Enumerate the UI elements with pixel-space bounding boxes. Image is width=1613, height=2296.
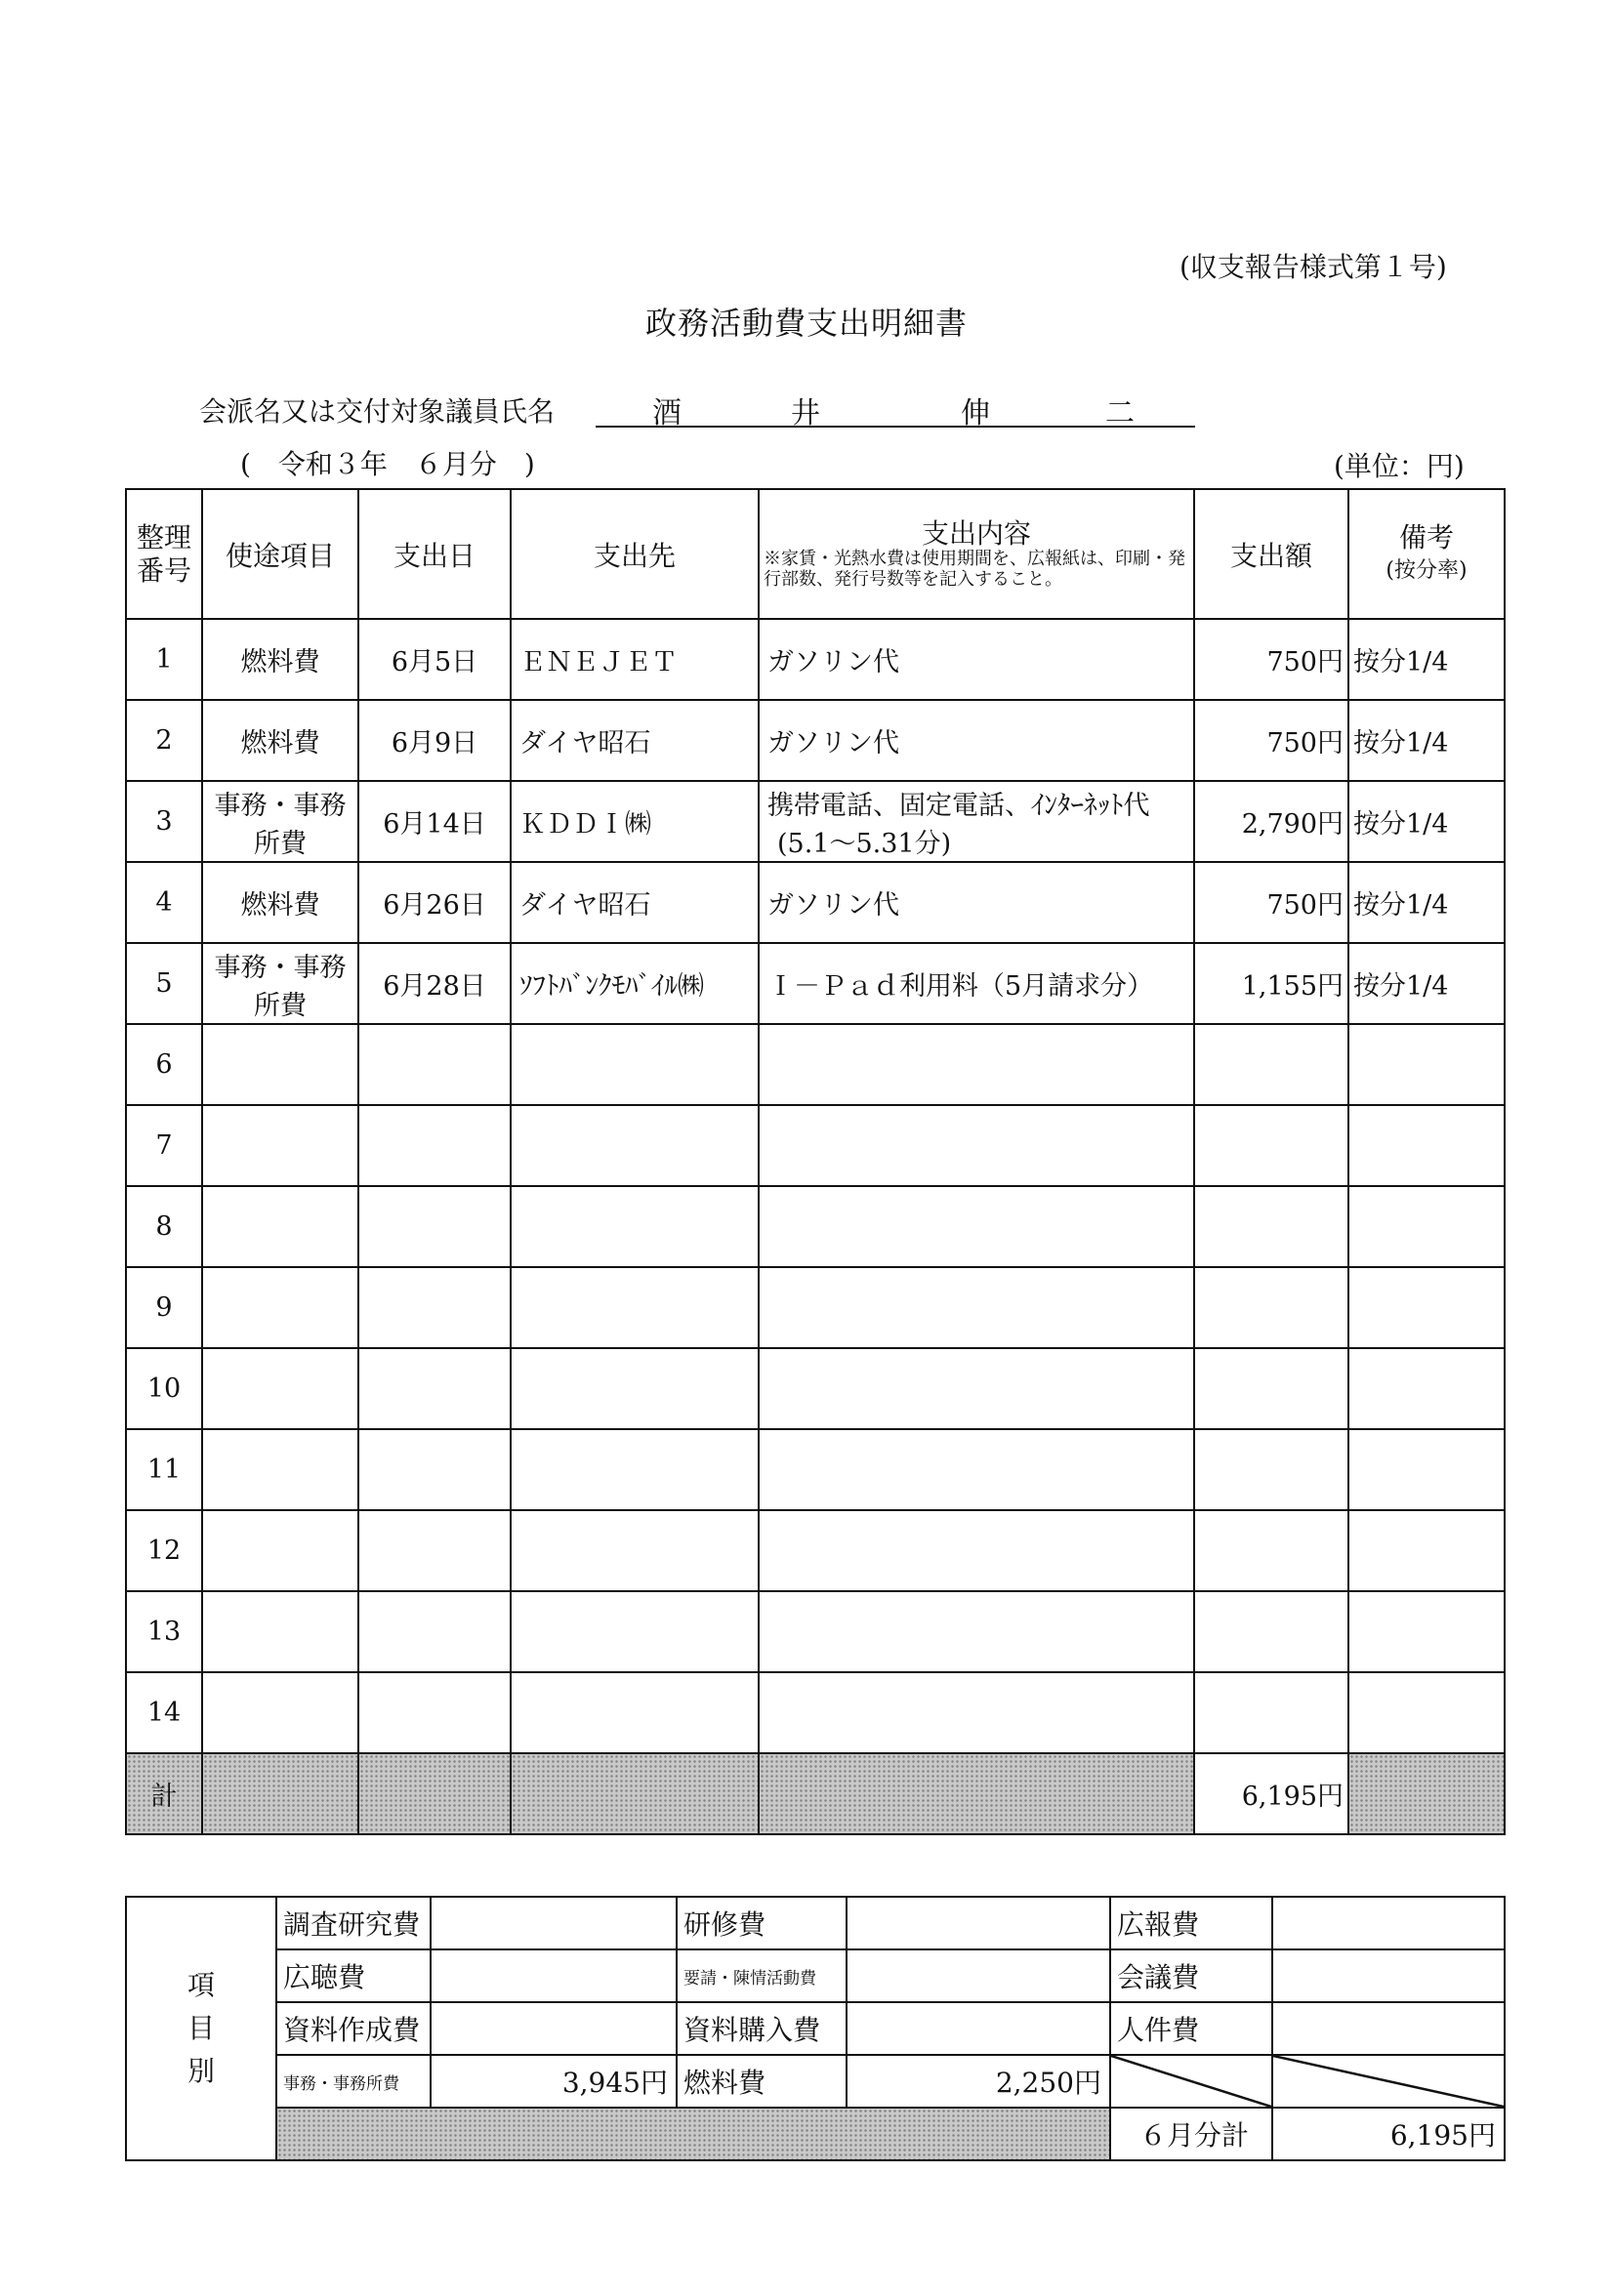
row-desc: ガソリン代 [759,862,1194,943]
category-label: 広報費 [1110,1897,1272,1949]
row-payee [511,1105,759,1186]
row-payee: ダイヤ昭石 [511,700,759,781]
table-row [126,619,1505,700]
row-no: 10 [126,1348,202,1429]
month-total-value: 6,195円 [1272,2108,1505,2160]
row-amount: 1,155円 [1194,943,1348,1024]
summary-row [126,2108,1505,2160]
table-row [126,700,1505,781]
row-payee [511,1672,759,1753]
name-char: 二 [1105,396,1135,430]
col-header-amount: 支出額 [1194,489,1348,619]
row-note: 按分1/4 [1348,700,1505,781]
table-row [126,862,1505,943]
row-payee [511,1186,759,1267]
document-title: 政務活動費支出明細書 [644,305,968,342]
row-payee: ＥＮＥＪＥＴ [511,619,759,700]
table-row [126,1348,1505,1429]
row-note: 按分1/4 [1348,862,1505,943]
category-value [431,1949,677,2002]
month-total-label: ６月分計 [1110,2108,1272,2160]
row-amount: 750円 [1194,700,1348,781]
row-payee [511,1267,759,1348]
row-no: 7 [126,1105,202,1186]
col-header-note-sub: (按分率) [1386,557,1468,583]
table-row [126,1186,1505,1267]
table-row [126,1024,1505,1105]
category-label: 広聴費 [276,1949,431,2002]
row-note [1348,1429,1505,1510]
row-use [202,1672,358,1753]
row-desc [759,1267,1194,1348]
row-payee [511,1429,759,1510]
name-char: 井 [791,396,820,430]
row-desc [759,1429,1194,1510]
row-date: 6月14日 [358,781,511,862]
row-amount [1194,1429,1348,1510]
crossed-out-cell [1110,2055,1272,2108]
category-label: 会議費 [1110,1949,1272,2002]
row-date: 6月26日 [358,862,511,943]
unit-label: (単位：円) [1334,450,1465,482]
summary-row [126,1897,1505,1949]
category-value [1272,2002,1505,2055]
row-note [1348,1510,1505,1591]
category-value [1272,1897,1505,1949]
summary-row [126,2055,1505,2108]
table-row [126,1429,1505,1510]
row-no: 3 [126,781,202,862]
row-use [202,1591,358,1672]
row-amount [1194,1186,1348,1267]
category-value [431,1897,677,1949]
name-label: 会派名又は交付対象議員氏名 [199,395,556,428]
row-use: 燃料費 [202,862,358,943]
row-desc-line: 携帯電話、固定電話、ｲﾝﾀｰﾈｯﾄ代 [767,790,1150,821]
row-amount: 750円 [1194,862,1348,943]
row-use [202,1105,358,1186]
row-no: 5 [126,943,202,1024]
row-amount [1194,1672,1348,1753]
row-date [358,1510,511,1591]
category-value: 2,250円 [847,2055,1110,2108]
row-note [1348,1105,1505,1186]
col-header-no-line: 番号 [136,554,191,587]
row-amount: 750円 [1194,619,1348,700]
category-summary-table [125,1896,1506,2161]
row-date [358,1348,511,1429]
summary-row [126,2002,1505,2055]
name-char: 伸 [961,396,990,430]
category-label: 資料作成費 [276,2002,431,2055]
form-number: (収支報告様式第１号) [1179,251,1447,283]
row-date [358,1105,511,1186]
table-row [126,1267,1505,1348]
row-no: 6 [126,1024,202,1105]
row-payee [511,1348,759,1429]
row-note: 按分1/4 [1348,781,1505,862]
row-note [1348,1267,1505,1348]
col-header-note-title: 備考 [1398,520,1454,554]
row-note [1348,1024,1505,1105]
category-label: 調査研究費 [276,1897,431,1949]
row-desc [759,1510,1194,1591]
row-date [358,1267,511,1348]
row-use [202,1429,358,1510]
row-payee [511,1591,759,1672]
table-row [126,1591,1505,1672]
total-amount: 6,195円 [1194,1753,1348,1834]
category-side-char: 目 [186,2012,215,2044]
row-no: 4 [126,862,202,943]
category-value [431,2002,677,2055]
row-use [202,1510,358,1591]
row-desc [759,1105,1194,1186]
shaded-cell [1348,1753,1505,1834]
table-row [126,1672,1505,1753]
row-use [202,1267,358,1348]
table-row [126,943,1505,1024]
row-amount [1194,1591,1348,1672]
category-label: 事務・事務所費 [276,2055,431,2108]
row-date [358,1429,511,1510]
col-header-no-line: 整理 [136,520,191,554]
row-amount [1194,1510,1348,1591]
row-date [358,1591,511,1672]
row-no: 8 [126,1186,202,1267]
expense-table [125,488,1506,1835]
table-row [126,1105,1505,1186]
row-no: 11 [126,1429,202,1510]
shaded-cell [276,2108,1110,2160]
row-date [358,1186,511,1267]
row-note: 按分1/4 [1348,943,1505,1024]
row-amount [1194,1267,1348,1348]
row-note: 按分1/4 [1348,619,1505,700]
category-label: 研修費 [677,1897,847,1949]
category-side-char: 別 [186,2055,215,2087]
row-desc-line: (5.1～5.31分) [777,828,952,859]
category-label: 資料購入費 [677,2002,847,2055]
category-side-char: 項 [186,1969,215,2001]
row-payee [511,1510,759,1591]
row-note [1348,1591,1505,1672]
row-amount [1194,1348,1348,1429]
col-header-payee: 支出先 [511,489,759,619]
row-amount [1194,1105,1348,1186]
row-no: 14 [126,1672,202,1753]
row-date: 6月5日 [358,619,511,700]
row-note [1348,1348,1505,1429]
header-row [126,489,1505,619]
row-desc [759,1348,1194,1429]
category-value: 3,945円 [431,2055,677,2108]
total-label: 計 [126,1753,202,1834]
total-row [126,1753,1505,1834]
row-no: 1 [126,619,202,700]
row-desc [759,1591,1194,1672]
crossed-out-cell [1272,2055,1505,2108]
category-value [1272,1949,1505,2002]
row-no: 9 [126,1267,202,1348]
row-desc [759,781,1194,862]
col-header-use: 使途項目 [202,489,358,619]
shaded-cell [202,1753,358,1834]
row-payee: ＫＤＤＩ㈱ [511,781,759,862]
col-header-desc-note: ※家賃・光熱水費は使用期間を、広報紙は、印刷・発行部数、発行号数等を記入すること。 [764,548,1185,590]
row-amount: 2,790円 [1194,781,1348,862]
summary-row [126,1949,1505,2002]
col-header-note [1348,489,1505,619]
row-desc: ガソリン代 [759,619,1194,700]
row-desc: ガソリン代 [759,700,1194,781]
row-use: 事務・事務所費 [202,781,358,862]
table-row [126,1510,1505,1591]
category-label: 要請・陳情活動費 [677,1949,847,2002]
row-desc: Ｉ－Ｐａｄ利用料（5月請求分） [759,943,1194,1024]
table-row [126,781,1505,862]
row-payee [511,1024,759,1105]
row-use [202,1186,358,1267]
col-header-desc-title: 支出内容 [921,516,1031,550]
row-date: 6月28日 [358,943,511,1024]
name-char: 酒 [652,396,682,430]
row-no: 2 [126,700,202,781]
row-use [202,1348,358,1429]
row-desc [759,1024,1194,1105]
row-note [1348,1186,1505,1267]
shaded-cell [759,1753,1194,1834]
row-use: 燃料費 [202,700,358,781]
row-note [1348,1672,1505,1753]
row-no: 13 [126,1591,202,1672]
row-use [202,1024,358,1105]
category-label: 燃料費 [677,2055,847,2108]
row-payee: ｿﾌﾄﾊﾞﾝｸﾓﾊﾞｲﾙ㈱ [511,943,759,1024]
row-date: 6月9日 [358,700,511,781]
row-use: 燃料費 [202,619,358,700]
category-label: 人件費 [1110,2002,1272,2055]
category-value [847,2002,1110,2055]
row-desc [759,1186,1194,1267]
row-desc [759,1672,1194,1753]
col-header-date: 支出日 [358,489,511,619]
shaded-cell [511,1753,759,1834]
row-date [358,1672,511,1753]
category-side-label [126,1897,276,2160]
row-payee: ダイヤ昭石 [511,862,759,943]
period-label: ( 令和３年 ６月分 ) [240,448,535,480]
category-value [847,1949,1110,2002]
row-use: 事務・事務所費 [202,943,358,1024]
shaded-cell [358,1753,511,1834]
row-no: 12 [126,1510,202,1591]
category-value [847,1897,1110,1949]
col-header-no [126,489,202,619]
row-amount [1194,1024,1348,1105]
row-date [358,1024,511,1105]
col-header-desc [759,489,1194,619]
